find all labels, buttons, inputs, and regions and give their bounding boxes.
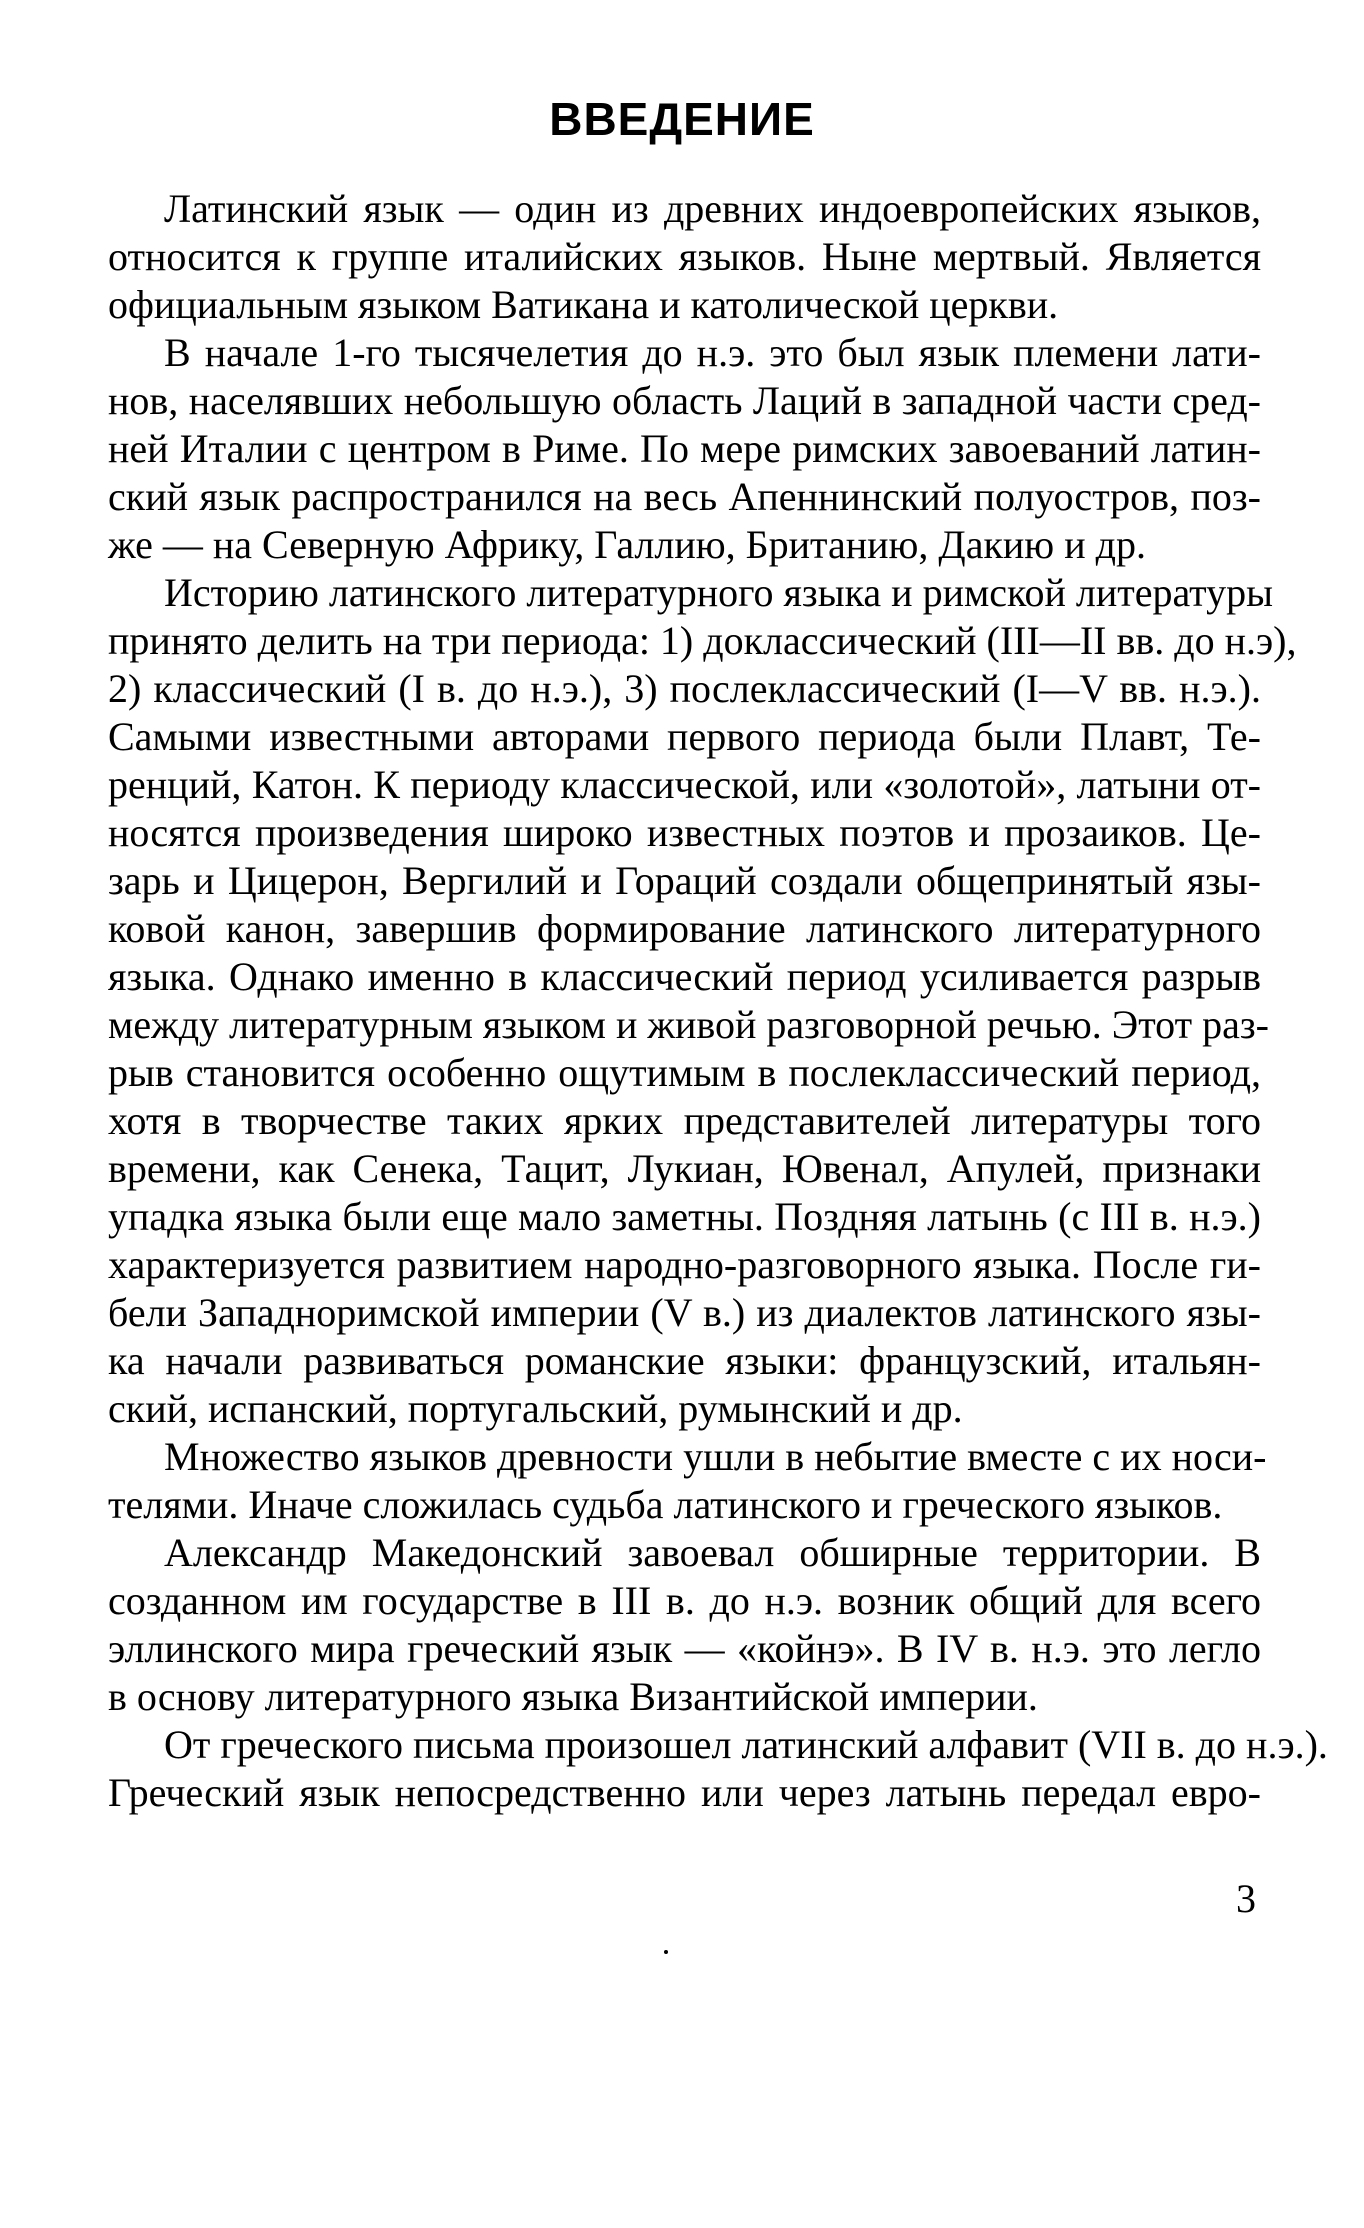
text-line: относится к группе италийских языков. Ныне мертвый. Является [108, 234, 1261, 279]
text-line: зарь и Цицерон, Вергилий и Гораций создали общепринятый язы- [108, 858, 1261, 903]
text-line: Греческий язык непосредственно или через латынь передал евро- [108, 1770, 1261, 1815]
text-line: языка. Однако именно в классический период усиливается разрыв [108, 954, 1261, 999]
text-line: принято делить на три периода: 1) доклассический (III—II вв. до н.э), [108, 618, 1297, 663]
text-line: хотя в творчестве таких ярких представителей литературы того [108, 1098, 1261, 1143]
text-line: ней Италии с центром в Риме. По мере римских завоеваний латин- [108, 426, 1261, 471]
page-title: ВВЕДЕНИЕ [549, 93, 815, 145]
scan-speck [664, 1950, 668, 1954]
text-line: же — на Северную Африку, Галлию, Британию, Дакию и др. [108, 522, 1146, 567]
text-line: 2) классический (I в. до н.э.), 3) послеклассический (I—V вв. н.э.). [108, 666, 1261, 711]
text-line: Самыми известными авторами первого периода были Плавт, Те- [108, 714, 1261, 759]
text-line: нов, населявших небольшую область Лаций в западной части сред- [108, 378, 1261, 423]
text-line: Латинский язык — один из древних индоевропейских языков, [164, 186, 1261, 231]
text-line: рыв становится особенно ощутимым в послеклассический период, [108, 1050, 1261, 1095]
text-line: между литературным языком и живой разговорной речью. Этот раз- [108, 1002, 1269, 1047]
text-line: ренций, Катон. К периоду классической, или «золотой», латыни от- [108, 762, 1261, 807]
text-line: Александр Македонский завоевал обширные территории. В [164, 1530, 1261, 1575]
text-line: ский язык распространился на весь Апеннинский полуостров, поз- [108, 474, 1261, 519]
text-line: характеризуется развитием народно-разговорного языка. После ги- [108, 1242, 1261, 1287]
text-line: официальным языком Ватикана и католической церкви. [108, 282, 1059, 327]
text-line: Множество языков древности ушли в небытие вместе с их носи- [164, 1434, 1267, 1479]
text-line: ский, испанский, португальский, румынский и др. [108, 1386, 963, 1431]
text-line: упадка языка были еще мало заметны. Поздняя латынь (с III в. н.э.) [108, 1194, 1261, 1239]
text-line: времени, как Сенека, Тацит, Лукиан, Ювенал, Апулей, признаки [108, 1146, 1261, 1191]
text-line: эллинского мира греческий язык — «койнэ». В IV в. н.э. это легло [108, 1626, 1261, 1671]
page-number: 3 [1236, 1876, 1256, 1921]
text-line: бели Западноримской империи (V в.) из диалектов латинского язы- [108, 1290, 1261, 1335]
text-line: Историю латинского литературного языка и римской литературы [164, 570, 1274, 615]
text-line: ка начали развиваться романские языки: французский, итальян- [108, 1338, 1261, 1383]
text-line: в основу литературного языка Византийской империи. [108, 1674, 1038, 1719]
text-line: ковой канон, завершив формирование латинского литературного [108, 906, 1261, 951]
text-line: носятся произведения широко известных поэтов и прозаиков. Це- [108, 810, 1261, 855]
text-line: В начале 1-го тысячелетия до н.э. это был язык племени лати- [164, 330, 1261, 375]
text-line: созданном им государстве в III в. до н.э. возник общий для всего [108, 1578, 1261, 1623]
text-line: От греческого письма произошел латинский алфавит (VII в. до н.э.). [164, 1722, 1328, 1767]
text-line: телями. Иначе сложилась судьба латинского и греческого языков. [108, 1482, 1223, 1527]
